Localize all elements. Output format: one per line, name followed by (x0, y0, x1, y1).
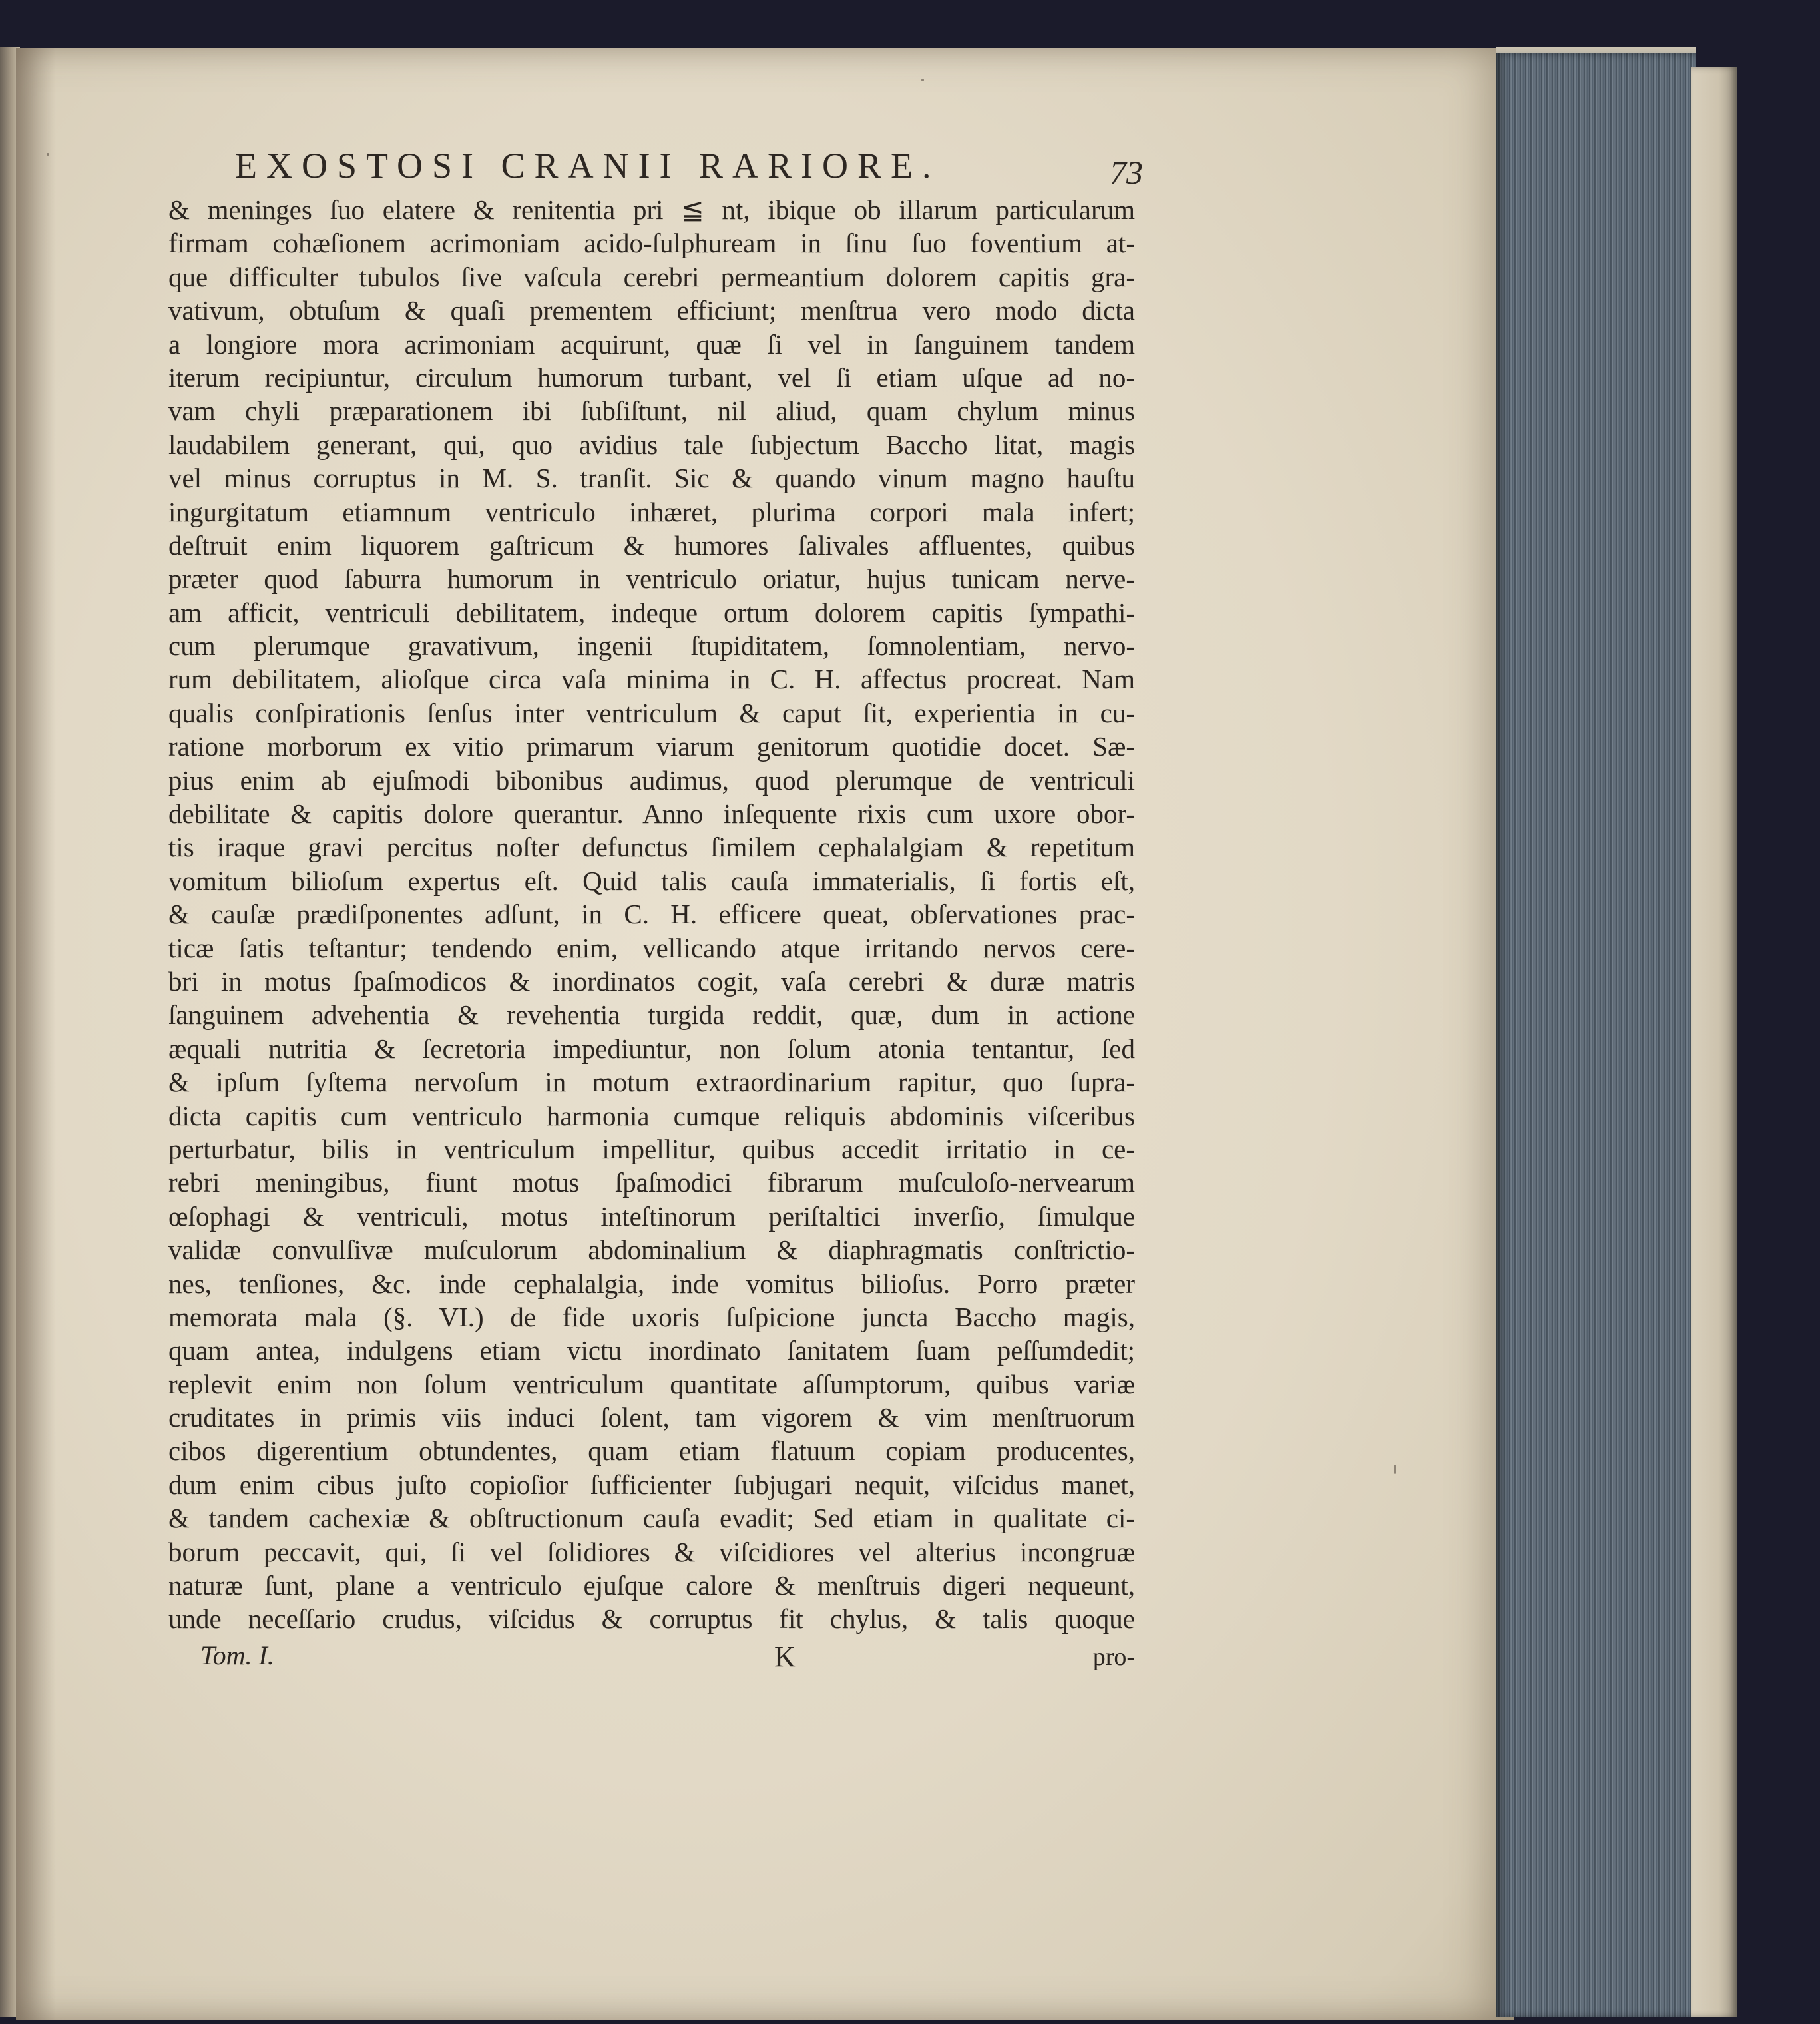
text-line: que difficulter tubulos ſive vaſcula cerebri permeantium dolorem capitis gra- (168, 261, 1135, 292)
text-line: præter quod ſaburra humorum in ventriculo oriatur, hujus tunicam nerve- (168, 563, 1135, 595)
text-line: qualis conſpirationis ſenſus inter ventriculum & caput ſit, experientia in cu- (168, 697, 1135, 728)
text-line: œſophagi & ventriculi, motus inteſtinorum periſtaltici inverſio, ſimulque (168, 1200, 1135, 1232)
text-line: nes, tenſiones, &c. inde cephalalgia, inde vomitus bilioſus. Porro præter (168, 1268, 1135, 1299)
text-line: firmam cohæſionem acrimoniam acido-ſulphuream in ſinu ſuo foventium at- (168, 228, 1135, 259)
text-line: & cauſæ prædiſponentes adſunt, in C. H. efficere queat, obſervationes prac- (168, 899, 1135, 930)
running-head-title: EXOSTOSI CRANII RARIORE. (235, 146, 941, 186)
text-line: tis iraque gravi percitus noſter defunctus ſimilem cephalalgiam & repetitum (168, 832, 1135, 863)
text-line: iterum recipiuntur, circulum humorum turbant, vel ſi etiam uſque ad no- (168, 362, 1135, 393)
text-line: naturæ ſunt, plane a ventriculo ejuſque calore & menſtruis digeri nequeunt, (168, 1570, 1135, 1601)
text-line: vomitum bilioſum expertus eſt. Quid talis cauſa immaterialis, ſi fortis eſt, (168, 865, 1135, 896)
text-line: ſanguinem advehentia & revehentia turgida reddit, quæ, dum in actione (168, 999, 1135, 1031)
body-text (168, 193, 1135, 1636)
text-line: cibos digerentium obtundentes, quam etiam flatuum copiam producentes, (168, 1435, 1135, 1467)
page-number: 73 (1110, 154, 1143, 191)
text-line: borum peccavit, qui, ſi vel ſolidiores & viſcidiores vel alterius incongruæ (168, 1536, 1135, 1567)
text-line: vam chyli præparationem ibi ſubſiſtunt, nil aliud, quam chylum minus (168, 395, 1135, 427)
text-line: am afficit, ventriculi debilitatem, indeque ortum dolorem capitis ſympathi- (168, 597, 1135, 628)
paper-speck (921, 79, 924, 81)
text-block (168, 133, 1143, 1677)
text-line: & ipſum ſyſtema nervoſum in motum extraordinarium rapitur, quo ſupra- (168, 1067, 1135, 1098)
text-line: & tandem cachexiæ & obſtructionum cauſa evadit; Sed etiam in qualitate ci- (168, 1503, 1135, 1534)
page-footer (168, 1637, 1135, 1677)
text-line: rebri meningibus, fiunt motus ſpaſmodici fibrarum muſculoſo-nervearum (168, 1167, 1135, 1198)
text-line: cruditates in primis viis induci ſolent, tam vigorem & vim menſtruorum (168, 1402, 1135, 1433)
text-line: ticæ ſatis teſtantur; tendendo enim, vellicando atque irritando nervos cere- (168, 932, 1135, 963)
text-line: & meninges ſuo elatere & renitentia pri ≦ nt, ibique ob illarum particularum (168, 194, 1135, 225)
text-line: validæ convulſivæ muſculorum abdominalium & diaphragmatis conſtrictio- (168, 1234, 1135, 1266)
text-line: a longiore mora acrimoniam acquirunt, quæ ſi vel in ſanguinem tandem (168, 328, 1135, 360)
text-line: vel minus corruptus in M. S. tranſit. Sic & quando vinum magno hauſtu (168, 463, 1135, 494)
paper-speck (1394, 1465, 1396, 1474)
text-line: æquali nutritia & ſecretoria impediuntur, non ſolum atonia tentantur, ſed (168, 1033, 1135, 1064)
text-line: bri in motus ſpaſmodicos & inordinatos cogit, vaſa cerebri & duræ matris (168, 965, 1135, 997)
text-line: unde neceſſario crudus, viſcidus & corruptus fit chylus, & talis quoque (168, 1603, 1135, 1635)
text-line: dum enim cibus juſto copioſior ſufficienter ſubjugari nequit, viſcidus manet, (168, 1469, 1135, 1500)
text-line: rum debilitatem, alioſque circa vaſa minima in C. H. affectus procreat. Nam (168, 664, 1135, 695)
text-line: ingurgitatum etiamnum ventriculo inhæret, plurima corpori mala infert; (168, 496, 1135, 527)
page-block-fore-edge (1496, 53, 1696, 2017)
text-line: debilitate & capitis dolore querantur. Anno inſequente rixis cum uxore obor- (168, 798, 1135, 830)
cover-board (1691, 67, 1737, 2017)
text-line: quam antea, indulgens etiam victu inordinato ſanitatem ſuam peſſumdedit; (168, 1335, 1135, 1366)
text-line: replevit enim non ſolum ventriculum quantitate aſſumptorum, quibus variæ (168, 1368, 1135, 1399)
volume-mark: Tom. I. (200, 1640, 274, 1670)
signature-mark: K (774, 1640, 796, 1673)
paper-speck (47, 153, 49, 156)
text-line: memorata mala (§. VI.) de fide uxoris ſuſpicione juncta Baccho magis, (168, 1301, 1135, 1332)
text-line: perturbatur, bilis in ventriculum impellitur, quibus accedit irritatio in ce- (168, 1133, 1135, 1164)
text-line: laudabilem generant, qui, quo avidius tale ſubjectum Baccho litat, magis (168, 429, 1135, 460)
text-line: ratione morborum ex vitio primarum viarum genitorum quotidie docet. Sæ- (168, 731, 1135, 762)
text-line: pius enim ab ejuſmodi bibonibus audimus, quod plerumque de ventriculi (168, 764, 1135, 796)
running-head (168, 133, 1143, 193)
text-line: dicta capitis cum ventriculo harmonia cumque reliquis abdominis viſceribus (168, 1100, 1135, 1131)
text-line: cum plerumque gravativum, ingenii ſtupiditatem, ſomnolentiam, nervo- (168, 631, 1135, 662)
catchword: pro- (1092, 1643, 1135, 1671)
text-line: deſtruit enim liquorem gaſtricum & humores ſalivales affluentes, quibus (168, 529, 1135, 561)
gutter-shadow (16, 48, 56, 2020)
text-line: vativum, obtuſum & quaſi prementem efficiunt; menſtrua vero modo dicta (168, 295, 1135, 326)
